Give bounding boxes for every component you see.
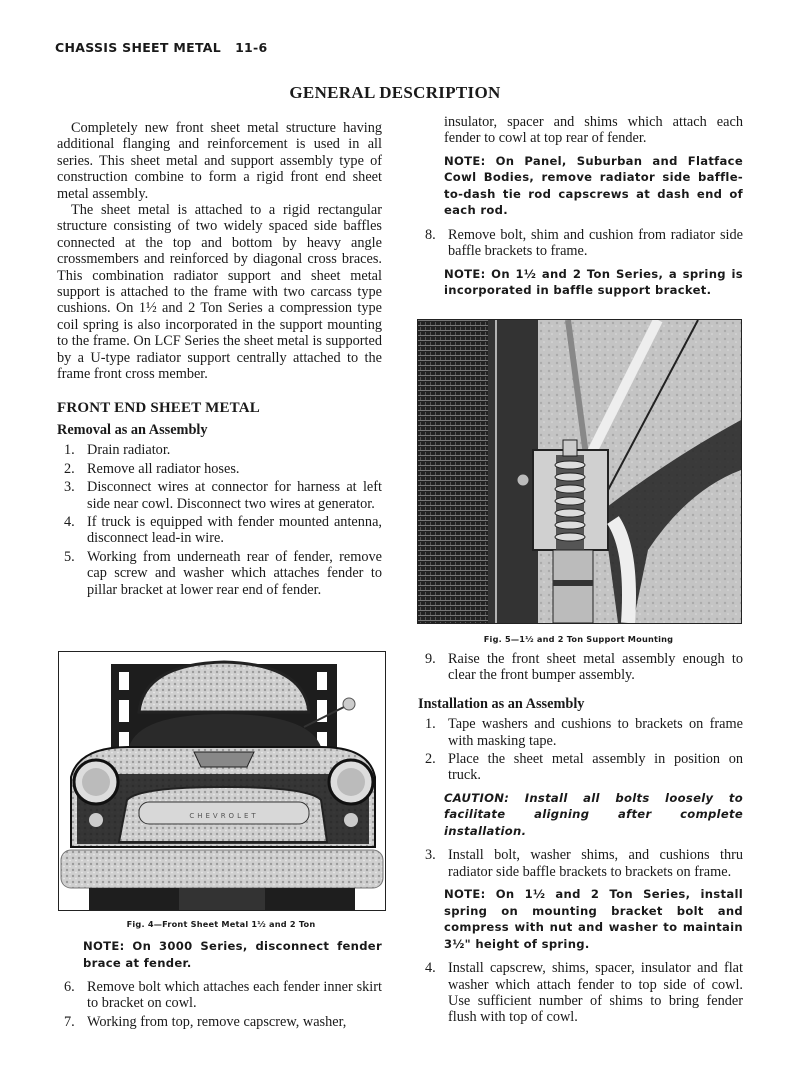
coil-spring bbox=[555, 455, 585, 550]
step-number: 5. bbox=[64, 548, 75, 565]
radiator-core bbox=[418, 320, 488, 623]
step-text: Remove all radiator hoses. bbox=[87, 460, 240, 477]
step-number: 9. bbox=[425, 651, 436, 667]
page-title: GENERAL DESCRIPTION bbox=[289, 83, 501, 102]
left-column-lower bbox=[57, 938, 382, 1032]
wheel-left bbox=[89, 888, 179, 910]
figure-5-caption: Fig. 5—1½ and 2 Ton Support Mounting bbox=[483, 634, 674, 644]
page-number: 11-6 bbox=[235, 40, 268, 55]
removal-step-4 bbox=[57, 514, 382, 547]
step-number: 1. bbox=[64, 442, 75, 459]
step-number: 8. bbox=[425, 226, 436, 243]
installation-step-2 bbox=[418, 751, 743, 784]
hood-emblem bbox=[194, 752, 254, 767]
removal-step-3 bbox=[57, 479, 382, 512]
removal-step-1 bbox=[57, 442, 382, 458]
removal-step-5 bbox=[57, 549, 382, 598]
step-number: 4. bbox=[425, 960, 436, 977]
step-text: Install capscrew, shims, spacer, insulator and flat washer which attach fender to top side of cowl. Use sufficient number of shims to bring fender flush with top of cowl. bbox=[448, 960, 743, 1026]
installation-steps bbox=[418, 716, 743, 784]
step-number: 3. bbox=[64, 479, 75, 496]
removal-steps bbox=[57, 442, 382, 598]
step-text: Place the sheet metal assembly in position on truck. bbox=[448, 751, 743, 784]
step-7-continuation: insulator, spacer and shims which attach each fender to cowl at top rear of fender. bbox=[444, 114, 743, 147]
installation-step-3 bbox=[418, 847, 743, 880]
step-number: 3. bbox=[425, 847, 436, 864]
right-column-lower bbox=[418, 651, 743, 1028]
installation-steps-continued bbox=[418, 847, 743, 880]
removal-step-7 bbox=[57, 1014, 382, 1030]
figure-4-caption: Fig. 4—Front Sheet Metal 1½ and 2 Ton bbox=[126, 919, 316, 929]
step-number: 1. bbox=[425, 716, 436, 733]
step-text: Tape washers and cushions to brackets on frame with masking tape. bbox=[448, 716, 743, 749]
truck-front-illustration bbox=[59, 652, 385, 910]
step-number: 6. bbox=[64, 979, 75, 995]
parking-light-left bbox=[89, 813, 103, 827]
note-install-spring: NOTE: On 1½ and 2 Ton Series, install spring on mounting bracket bolt and compress with nut and washer to maintain 3½" height of spring. bbox=[444, 887, 743, 951]
parking-light-right bbox=[344, 813, 358, 827]
removal-step-9-list bbox=[418, 651, 743, 684]
step-text: Drain radiator. bbox=[87, 442, 171, 459]
bolt-head bbox=[517, 474, 529, 486]
front-bumper bbox=[61, 850, 383, 888]
removal-step-9 bbox=[418, 651, 743, 684]
figure-4-truck-front bbox=[58, 651, 386, 911]
step-text: Working from underneath rear of fender, remove cap screw and washer which attaches fender to pillar bracket at lower rear end of fender. bbox=[87, 548, 382, 598]
subheading-removal: Removal as an Assembly bbox=[57, 421, 208, 438]
subheading-installation: Installation as an Assembly bbox=[418, 695, 585, 712]
step-number: 4. bbox=[64, 513, 75, 530]
step-text: Working from top, remove capscrew, washer, bbox=[87, 1013, 347, 1030]
step-number: 2. bbox=[64, 460, 75, 477]
support-mounting-photo bbox=[418, 320, 741, 623]
intro-paragraph-2: The sheet metal is attached to a rigid rectangular structure consisting of two widely spaced side baffles connected at the top and bottom by heavy angle crossmembers and reinforced by diagonal cross braces. This combination radiator support and sheet metal support is attached to the frame with two carcass type cushions. On 1½ and 2 Ton Series a compression type coil spring is also incorporated in the support mounting to the frame. On LCF Series the sheet metal is supported by a U-type radiator support centrally attached to the frame front cross member. bbox=[57, 202, 382, 383]
note-panel-suburban: NOTE: On Panel, Suburban and Flatface Cowl Bodies, remove radiator side baffle-to-dash tie rod capscrews at dash end of each rod. bbox=[444, 153, 743, 218]
step-number: 7. bbox=[64, 1013, 75, 1030]
intro-paragraph-1: Completely new front sheet metal structure having additional flanging and reinforcement is used in all series. This sheet metal and support assembly type of construction combine to form a rigid front end sheet metal assembly. bbox=[57, 120, 382, 202]
figure-5-support-mounting bbox=[417, 319, 742, 624]
caution-install-bolts: CAUTION: Install all bolts loosely to facilitate aligning after complete installation. bbox=[444, 790, 743, 838]
section-heading-front-end: FRONT END SHEET METAL bbox=[57, 399, 260, 416]
mirror bbox=[343, 698, 355, 710]
removal-step-8 bbox=[418, 227, 743, 260]
installation-step-4 bbox=[418, 960, 743, 1026]
removal-step-2 bbox=[57, 461, 382, 477]
removal-step-6 bbox=[57, 979, 382, 1012]
step-text: Raise the front sheet metal assembly enough to clear the front bumper assembly. bbox=[448, 651, 743, 684]
installation-steps-final bbox=[418, 960, 743, 1026]
step-text: Disconnect wires at connector for harness at left side near cowl. Disconnect two wires at generator. bbox=[87, 479, 382, 512]
note-spring-baffle: NOTE: On 1½ and 2 Ton Series, a spring is incorporated in baffle support bracket. bbox=[444, 266, 743, 298]
step-text: Install bolt, washer shims, and cushions thru radiator side baffle brackets to brackets on frame. bbox=[448, 847, 743, 880]
grille-text: CHEVROLET bbox=[189, 812, 259, 820]
step-text: Remove bolt, shim and cushion from radiator side baffle brackets to frame. bbox=[448, 226, 743, 260]
step-text: If truck is equipped with fender mounted antenna, disconnect lead-in wire. bbox=[87, 513, 382, 547]
note-3000-series: NOTE: On 3000 Series, disconnect fender brace at fender. bbox=[83, 939, 382, 970]
removal-step-8-list bbox=[418, 227, 743, 260]
wheel-right bbox=[265, 888, 355, 910]
step-text: Remove bolt which attaches each fender inner skirt to bracket on cowl. bbox=[87, 979, 382, 1012]
running-header bbox=[55, 40, 268, 55]
left-column bbox=[57, 120, 382, 600]
spring-nut bbox=[563, 440, 577, 456]
step-number: 2. bbox=[425, 751, 436, 768]
section-name: CHASSIS SHEET METAL bbox=[55, 40, 222, 55]
installation-step-1 bbox=[418, 716, 743, 749]
removal-steps-continued bbox=[57, 979, 382, 1030]
right-column bbox=[418, 114, 743, 307]
